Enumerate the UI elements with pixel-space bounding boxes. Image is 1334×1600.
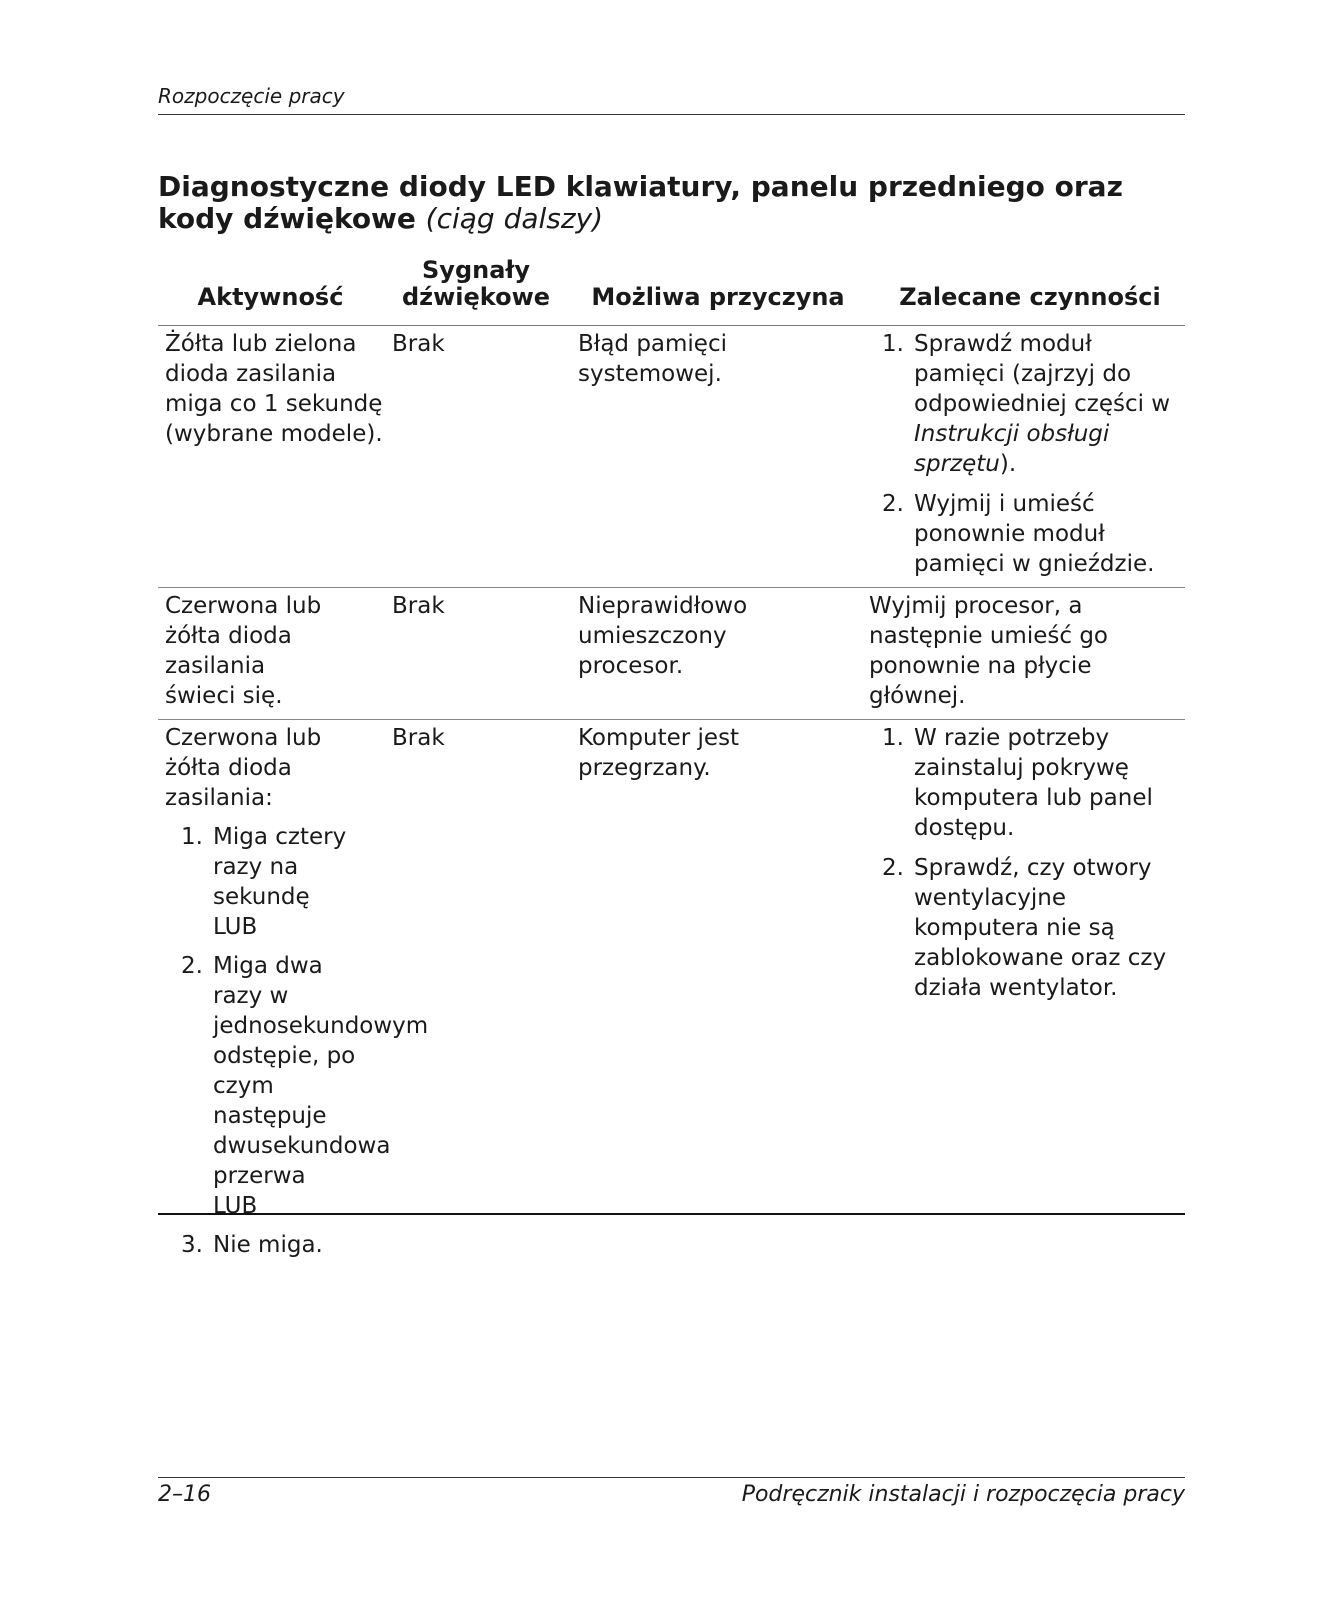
list-number: 1. bbox=[882, 331, 904, 357]
row1-activity: Żółta lub zielona dioda zasilania miga co 1 sekundę (wybrane modele). bbox=[165, 331, 383, 447]
row3-beeps: Brak bbox=[392, 725, 445, 751]
row3-activity-intro: Czerwona lub żółta dioda zasilania: bbox=[165, 725, 322, 811]
column-header-beeps bbox=[386, 257, 566, 311]
action-text: Sprawdź moduł pamięci (zajrzyj do odpowiedniej części w bbox=[914, 331, 1171, 417]
column-header-activity: Aktywność bbox=[197, 283, 344, 311]
list-number: 3. bbox=[181, 1232, 203, 1258]
row2-activity: Czerwona lub żółta dioda zasilania świeci się. bbox=[165, 593, 322, 709]
list-item bbox=[882, 853, 1184, 1003]
row1-action-list bbox=[882, 329, 1184, 579]
row-divider bbox=[158, 587, 1185, 588]
section-title bbox=[158, 171, 1188, 235]
list-number: 1. bbox=[181, 824, 203, 850]
activity-item-text: Nie miga. bbox=[213, 1232, 323, 1258]
table-bottom-rule bbox=[158, 1213, 1185, 1215]
column-header-beeps-line1: Sygnały bbox=[422, 256, 530, 284]
action-text: W razie potrzeby zainstaluj pokrywę komputera lub panel dostępu. bbox=[914, 725, 1153, 841]
column-header-cause: Możliwa przyczyna bbox=[591, 283, 845, 311]
row1-beeps: Brak bbox=[392, 331, 445, 357]
section-title-continued: (ciąg dalszy) bbox=[425, 202, 604, 235]
manual-reference: Instrukcji obsługi sprzętu bbox=[914, 421, 1110, 477]
action-text: Wyjmij i umieść ponownie moduł pamięci w gnieździe. bbox=[914, 491, 1155, 577]
footer-book-title: Podręcznik instalacji i rozpoczęcia pracy bbox=[741, 1482, 1185, 1507]
list-item bbox=[882, 329, 1184, 479]
list-number: 2. bbox=[181, 953, 203, 979]
row2-action: Wyjmij procesor, a następnie umieść go ponownie na płycie głównej. bbox=[869, 593, 1108, 709]
row1-actions bbox=[882, 329, 1184, 589]
row2-cause: Nieprawidłowo umieszczony procesor. bbox=[578, 593, 748, 679]
row3-actions bbox=[882, 723, 1184, 1013]
row2-beeps: Brak bbox=[392, 593, 445, 619]
list-number: 1. bbox=[882, 725, 904, 751]
action-text: Sprawdź, czy otwory wentylacyjne komputera nie są zablokowane oraz czy działa wentylator. bbox=[914, 855, 1167, 1001]
footer-rule bbox=[158, 1477, 1185, 1478]
header-rule bbox=[158, 114, 1185, 115]
header-row-rule bbox=[158, 325, 1185, 326]
column-header-action: Zalecane czynności bbox=[899, 283, 1161, 311]
list-item bbox=[181, 822, 356, 942]
row1-cause: Błąd pamięci systemowej. bbox=[578, 331, 727, 387]
list-number: 2. bbox=[882, 855, 904, 881]
activity-item-text: Miga cztery razy na sekundę LUB bbox=[213, 824, 347, 940]
activity-item-text: Miga dwa razy w jednosekundowym odstępie, po czym następuje dwusekundowa przerwa LUB bbox=[213, 953, 429, 1219]
list-item bbox=[882, 489, 1184, 579]
action-text-end: ). bbox=[999, 451, 1017, 477]
list-item bbox=[181, 951, 429, 1221]
section-title-text: Diagnostyczne diody LED klawiatury, panelu przedniego oraz kody dźwiękowe bbox=[158, 170, 1123, 235]
page-number: 2–16 bbox=[158, 1482, 211, 1507]
column-header-beeps-line2: dźwiękowe bbox=[401, 283, 551, 311]
running-header: Rozpoczęcie pracy bbox=[158, 84, 345, 108]
list-item bbox=[882, 723, 1184, 843]
row3-cause: Komputer jest przegrzany. bbox=[578, 725, 740, 781]
list-number: 2. bbox=[882, 491, 904, 517]
row-divider bbox=[158, 719, 1185, 720]
row3-action-list bbox=[882, 723, 1184, 1003]
row3-activity-list bbox=[165, 822, 429, 1260]
list-item bbox=[181, 1230, 356, 1260]
